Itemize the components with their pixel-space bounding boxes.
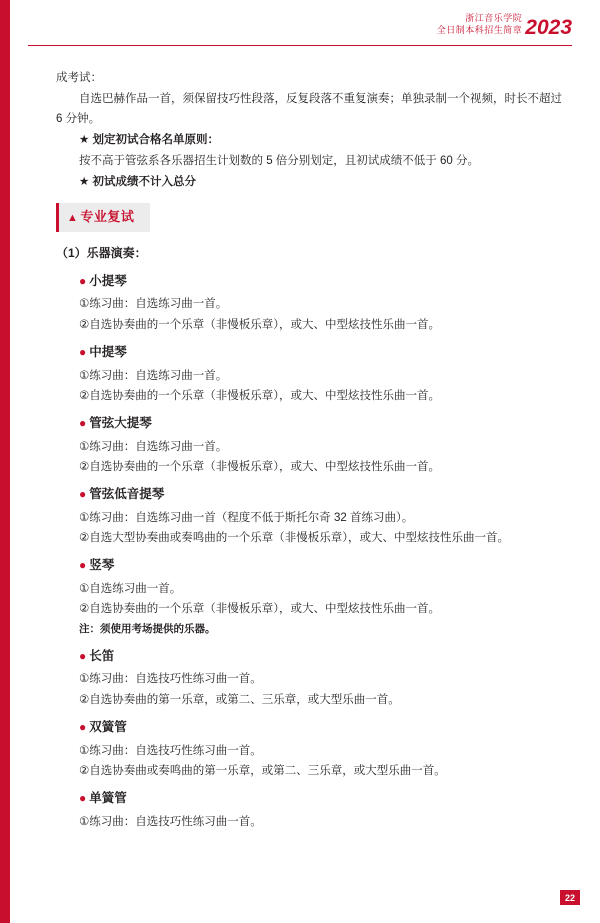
instrument-name: 竖琴: [89, 558, 115, 572]
bullet-dot-icon: ●: [79, 558, 87, 572]
instrument-name: 双簧管: [89, 719, 127, 734]
instrument-item: ①练习曲：自选练习曲一首。: [79, 369, 228, 382]
principle-heading: ★ 划定初试合格名单原则：: [79, 134, 220, 147]
instrument-item: ①练习曲：自选练习曲一首（程度不低于斯托尔奇 32 首练习曲）。: [79, 511, 414, 524]
instrument-item: ②自选协奏曲的一个乐章（非慢板乐章），或大、中型炫技性乐曲一首。: [79, 460, 441, 473]
header-year: 2023: [525, 16, 572, 39]
instrument-item: ①练习曲：自选技巧性练习曲一首。: [79, 815, 262, 828]
bullet-dot-icon: ●: [79, 790, 87, 805]
instrument-heading: [56, 271, 568, 293]
instrument-item: ①练习曲：自选练习曲一首。: [79, 440, 228, 453]
triangle-icon: ▲: [67, 211, 79, 224]
bullet-dot-icon: ●: [79, 415, 87, 430]
bullet-dot-icon: ●: [79, 719, 87, 734]
instrument-item: ①练习曲：自选练习曲一首。: [79, 298, 228, 311]
instrument-heading: [56, 788, 568, 810]
instrument-item: ②自选协奏曲的第一乐章，或第二、三乐章，或大型乐曲一首。: [79, 693, 400, 706]
exam-label: 成考试：: [56, 72, 102, 84]
bullet-dot-icon: ●: [79, 273, 87, 288]
document-header: [436, 13, 572, 39]
header-institution: 浙江音乐学院: [465, 13, 523, 23]
instrument-item: ①自选练习曲一首。: [79, 582, 182, 595]
instrument-item: ①练习曲：自选技巧性练习曲一首。: [79, 744, 262, 757]
instrument-heading: [56, 717, 568, 739]
instrument-name: 小提琴: [89, 273, 127, 288]
bullet-dot-icon: ●: [79, 486, 87, 501]
instrument-heading: [56, 413, 568, 435]
instrument-item: ②自选协奏曲的一个乐章（非慢板乐章），或大、中型炫技性乐曲一首。: [79, 318, 441, 331]
instrument-note: 注：须使用考场提供的乐器。: [79, 623, 216, 636]
section-banner: [56, 203, 150, 232]
instrument-name: 管弦低音提琴: [89, 486, 165, 501]
section-banner-label: 专业复试: [80, 208, 135, 224]
bullet-dot-icon: ●: [79, 648, 87, 663]
instrument-heading: [56, 484, 568, 506]
bullet-dot-icon: ●: [79, 344, 87, 359]
subsection-title: （1）乐器演奏：: [56, 245, 147, 260]
instrument-heading: [56, 342, 568, 364]
instrument-item: ②自选协奏曲的一个乐章（非慢板乐章），或大、中型炫技性乐曲一首。: [79, 389, 441, 402]
exam-paragraph: 自选巴赫作品一首，须保留技巧性段落，反复段落不重复演奏；单独录制一个视频，时长不超过 6 分钟。: [56, 93, 562, 126]
instrument-name: 单簧管: [89, 790, 127, 805]
instrument-heading: [56, 646, 568, 668]
header-divider: [28, 45, 572, 46]
left-red-spine: [0, 0, 10, 923]
instrument-name: 中提琴: [89, 344, 127, 359]
header-subtitle: 全日制本科招生简章: [436, 25, 523, 35]
instrument-heading: [56, 555, 568, 577]
page-number: 22: [560, 890, 580, 905]
instrument-item: ②自选大型协奏曲或奏鸣曲的一个乐章（非慢板乐章），或大、中型炫技性乐曲一首。: [79, 531, 510, 544]
header-title-lines: [437, 14, 523, 35]
document-body: [56, 68, 568, 832]
principle-paragraph: 按不高于管弦系各乐器招生计划数的 5 倍分别划定，且初试成绩不低于 60 分。: [79, 154, 479, 167]
instrument-item: ②自选协奏曲或奏鸣曲的第一乐章，或第二、三乐章，或大型乐曲一首。: [79, 764, 446, 777]
instrument-item: ①练习曲：自选技巧性练习曲一首。: [79, 673, 262, 686]
instrument-name: 管弦大提琴: [89, 415, 152, 430]
instrument-name: 长笛: [89, 648, 115, 663]
instrument-item: ②自选协奏曲的一个乐章（非慢板乐章），或大、中型炫技性乐曲一首。: [79, 603, 441, 615]
score-note: ★ 初试成绩不计入总分: [79, 175, 197, 188]
